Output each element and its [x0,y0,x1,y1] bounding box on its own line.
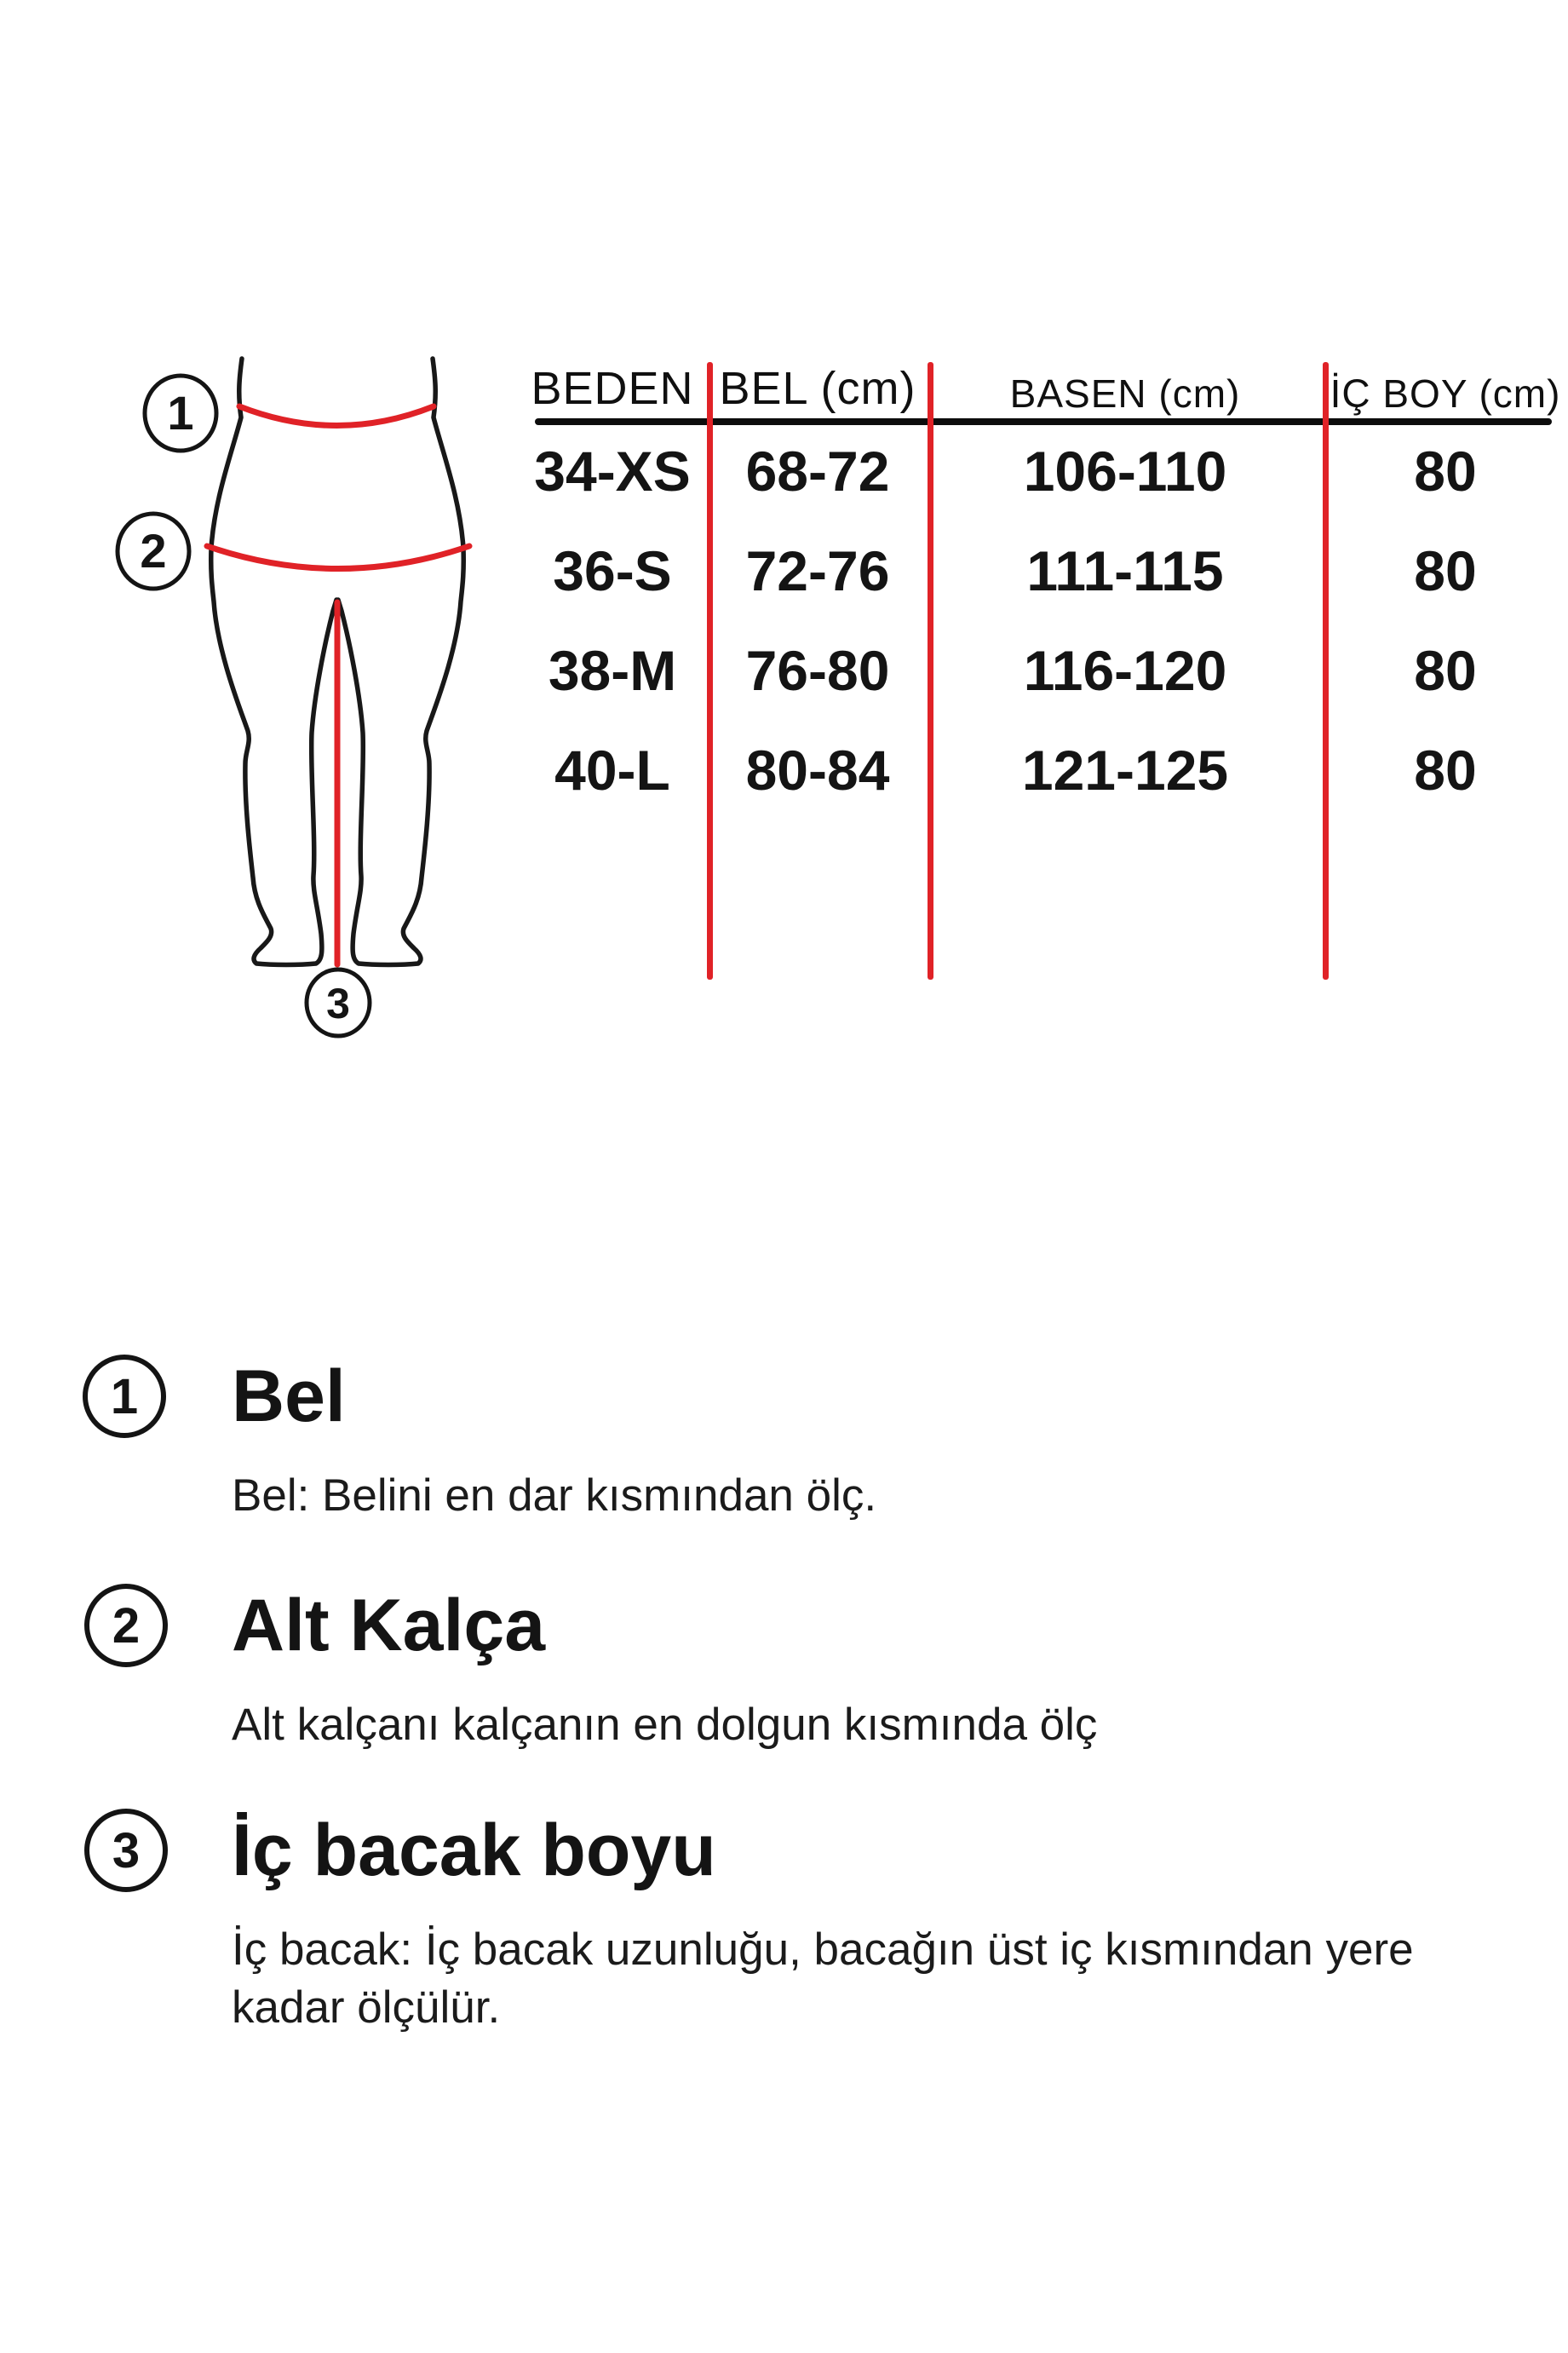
legend-title-bel: Bel [232,1355,346,1437]
table-row-cell: 72-76 [745,539,890,602]
figure-outline-right [338,359,463,965]
legend-circle-2-number: 2 [112,1597,141,1654]
table-row-cell: 121-125 [1021,739,1229,802]
table-header-beden: BEDEN [531,363,694,414]
legend-desc-ic-bacak-line1: İç bacak: İç bacak uzunluğu, bacağın üst iç kısmından yere [232,1924,1414,1975]
table-row-cell: 36-S [553,539,672,602]
legend-circle-3 [84,1809,168,1892]
table-row-cell: 80 [1414,739,1477,802]
table-header-icboy: İÇ BOY (cm) [1330,371,1561,416]
legend-circle-1-number: 1 [110,1368,139,1424]
figure-outline-left [211,359,336,965]
table-row-cell: 116-120 [1023,639,1227,702]
table-row-cell: 80 [1414,639,1477,702]
legend-desc-alt-kalca: Alt kalçanı kalçanın en dolgun kısmında ölç [232,1700,1098,1750]
figure-marker-1 [145,376,216,451]
hip-measure-line [207,546,469,569]
figure-marker-3 [307,969,370,1036]
table-row-cell: 76-80 [745,639,890,702]
legend-desc-bel: Bel: Belini en dar kısmından ölç. [232,1470,877,1521]
legend-circle-2 [84,1584,168,1667]
legend-title-ic-bacak-boyu: İç bacak boyu [232,1809,716,1891]
figure-marker-3-label: 3 [326,980,350,1027]
legend-desc-ic-bacak-line2: kadar ölçülür. [232,1982,501,2033]
body-measurement-diagram [85,337,511,1044]
table-row-cell: 111-115 [1026,539,1224,602]
legend-circle-3-number: 3 [112,1822,141,1878]
figure-marker-1-label: 1 [167,386,194,440]
table-row-cell: 106-110 [1023,440,1227,503]
table-row-cell: 80 [1414,539,1477,602]
waist-measure-line [239,406,434,426]
table-row-cell: 40-L [554,739,670,802]
table-row-cell: 38-M [548,639,677,702]
legend-title-alt-kalca: Alt Kalça [232,1585,546,1666]
table-row-cell: 80 [1414,440,1477,503]
table-row-cell: 34-XS [534,440,691,503]
table-header-rule [535,418,1552,425]
table-row-cell: 68-72 [745,440,890,503]
legend-circle-1 [83,1355,166,1438]
table-header-basen: BASEN (cm) [1009,371,1241,416]
figure-marker-2 [118,514,189,589]
table-row-cell: 80-84 [745,739,890,802]
table-header-bel: BEL (cm) [719,363,916,414]
figure-marker-2-label: 2 [140,524,167,578]
